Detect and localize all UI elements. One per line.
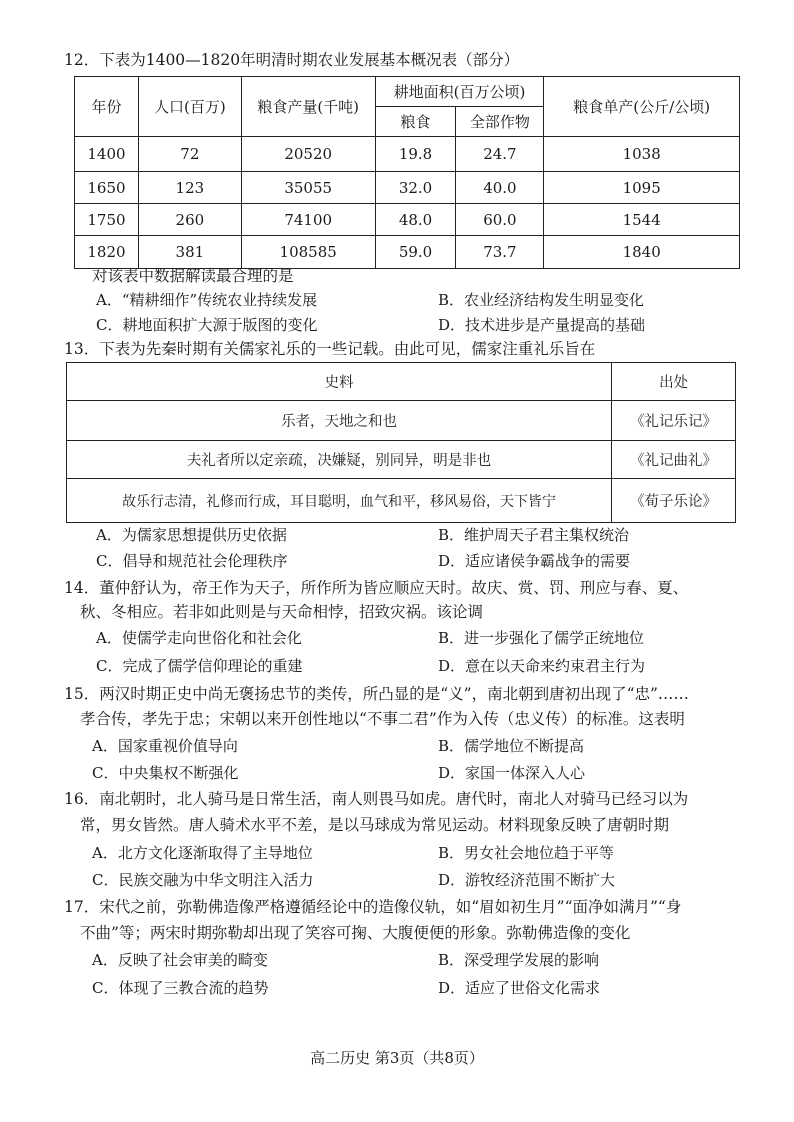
table-cell: 1544	[544, 204, 740, 236]
table-cell: 381	[138, 236, 241, 269]
q14-option-b: B．进一步强化了儒学正统地位	[438, 629, 645, 647]
q16-option-b: B．男女社会地位趋于平等	[438, 844, 615, 862]
q17-line1: 17．宋代之前，弥勒佛造像严格遵循经论中的造像仪轨，如“眉如初生月”“面净如满月”“身	[64, 898, 682, 916]
table-cell: 48.0	[375, 204, 456, 236]
table-row	[75, 204, 740, 236]
q12-header-yield: 粮食单产(公斤/公顷)	[544, 77, 740, 137]
table-cell: 1400	[75, 137, 139, 172]
q14-option-d: D．意在以天命来约束君主行为	[438, 657, 646, 675]
table-cell: 32.0	[375, 172, 456, 204]
q12-stem: 12．下表为1400—1820年明清时期农业发展基本概况表（部分）	[64, 51, 520, 69]
table-row	[75, 137, 740, 172]
q17-option-c: C．体现了三教合流的趋势	[92, 979, 269, 997]
table-cell: 35055	[241, 172, 375, 204]
q15-option-b: B．儒学地位不断提高	[438, 737, 585, 755]
table-cell: 59.0	[375, 236, 456, 269]
table-cell: 1840	[544, 236, 740, 269]
q15-line2: 孝合传，孝先于忠；宋朝以来开创性地以“不事二君”作为入传（忠义传）的标准。这表明	[80, 710, 685, 728]
q13-option-c: C．倡导和规范社会伦理秩序	[96, 552, 288, 570]
q16-line2: 常，男女皆然。唐人骑术水平不差，是以马球成为常见运动。材料现象反映了唐朝时期	[80, 816, 670, 834]
table-cell: 260	[138, 204, 241, 236]
table-cell: 40.0	[456, 172, 544, 204]
q12-header-grain: 粮食	[375, 107, 456, 137]
q12-header-grain-output: 粮食产量(千吨)	[241, 77, 375, 137]
q13-option-a: A．为儒家思想提供历史依据	[96, 526, 287, 544]
q12-option-d: D．技术进步是产量提高的基础	[438, 316, 646, 334]
q17-option-a: A．反映了社会审美的畸变	[92, 951, 268, 969]
table-cell: 乐者，天地之和也	[67, 401, 612, 441]
q14-line1: 14．董仲舒认为，帝王作为天子，所作所为皆应顺应天时。故庆、赏、罚、刑应与春、夏、	[64, 579, 689, 597]
table-cell: 108585	[241, 236, 375, 269]
table-cell: 《荀子乐论》	[612, 479, 736, 523]
table-cell: 1820	[75, 236, 139, 269]
table-cell: 《礼记曲礼》	[612, 441, 736, 479]
q12-header-all-crops: 全部作物	[456, 107, 544, 137]
q13-option-d: D．适应诸侯争霸战争的需要	[438, 552, 631, 570]
q16-option-a: A．北方文化逐渐取得了主导地位	[92, 844, 313, 862]
table-cell: 1038	[544, 137, 740, 172]
q13-header-source-text: 史料	[67, 363, 612, 401]
q12-table	[74, 76, 740, 269]
q16-line1: 16．南北朝时，北人骑马是日常生活，南人则畏马如虎。唐代时，南北人对骑马已经习以为	[64, 790, 689, 808]
q17-option-d: D．适应了世俗文化需求	[438, 979, 601, 997]
q16-option-d: D．游牧经济范围不断扩大	[438, 871, 616, 889]
q14-option-c: C．完成了儒学信仰理论的重建	[96, 657, 303, 675]
table-row	[75, 172, 740, 204]
q15-line1: 15．两汉时期正史中尚无褒扬忠节的类传，所凸显的是“义”，南北朝到唐初出现了“忠”……	[64, 685, 689, 703]
q12-option-a: A．“精耕细作”传统农业持续发展	[96, 291, 318, 309]
table-row	[75, 236, 740, 269]
table-cell: 20520	[241, 137, 375, 172]
q12-option-c: C．耕地面积扩大源于版图的变化	[96, 316, 318, 334]
q13-table	[66, 362, 736, 523]
table-cell: 1650	[75, 172, 139, 204]
q12-header-population: 人口(百万)	[138, 77, 241, 137]
table-cell: 73.7	[456, 236, 544, 269]
q17-option-b: B．深受理学发展的影响	[438, 951, 600, 969]
table-cell: 74100	[241, 204, 375, 236]
table-row	[67, 479, 736, 523]
q14-line2: 秋、冬相应。若非如此则是与天命相悖，招致灾祸。该论调	[80, 603, 484, 621]
table-cell: 60.0	[456, 204, 544, 236]
table-cell: 123	[138, 172, 241, 204]
q13-stem: 13．下表为先秦时期有关儒家礼乐的一些记载。由此可见，儒家注重礼乐旨在	[64, 340, 596, 358]
table-cell: 72	[138, 137, 241, 172]
table-cell: 故乐行志清，礼修而行成，耳目聪明，血气和平，移风易俗，天下皆宁	[67, 479, 612, 523]
table-row	[67, 401, 736, 441]
q14-option-a: A．使儒学走向世俗化和社会化	[96, 629, 302, 647]
q15-option-c: C．中央集权不断强化	[92, 764, 239, 782]
q16-option-c: C．民族交融为中华文明注入活力	[92, 871, 314, 889]
q15-option-d: D．家国一体深入人心	[438, 764, 586, 782]
q12-option-b: B．农业经济结构发生明显变化	[438, 291, 645, 309]
table-cell: 1095	[544, 172, 740, 204]
q12-question: 对该表中数据解读最合理的是	[92, 267, 294, 285]
table-row	[67, 441, 736, 479]
q13-header-origin: 出处	[612, 363, 736, 401]
q12-header-year: 年份	[75, 77, 139, 137]
table-cell: 1750	[75, 204, 139, 236]
q13-option-b: B．维护周天子君主集权统治	[438, 526, 630, 544]
table-cell: 《礼记乐记》	[612, 401, 736, 441]
table-cell: 夫礼者所以定亲疏，决嫌疑，别同异，明是非也	[67, 441, 612, 479]
table-cell: 24.7	[456, 137, 544, 172]
table-cell: 19.8	[375, 137, 456, 172]
page-footer: 高二历史 第3页（共8页）	[310, 1049, 484, 1067]
q12-header-arable-land: 耕地面积(百万公顷)	[375, 77, 544, 107]
q17-line2: 不曲”等；两宋时期弥勒却出现了笑容可掬、大腹便便的形象。弥勒佛造像的变化	[80, 924, 631, 942]
q15-option-a: A．国家重视价值导向	[92, 737, 238, 755]
